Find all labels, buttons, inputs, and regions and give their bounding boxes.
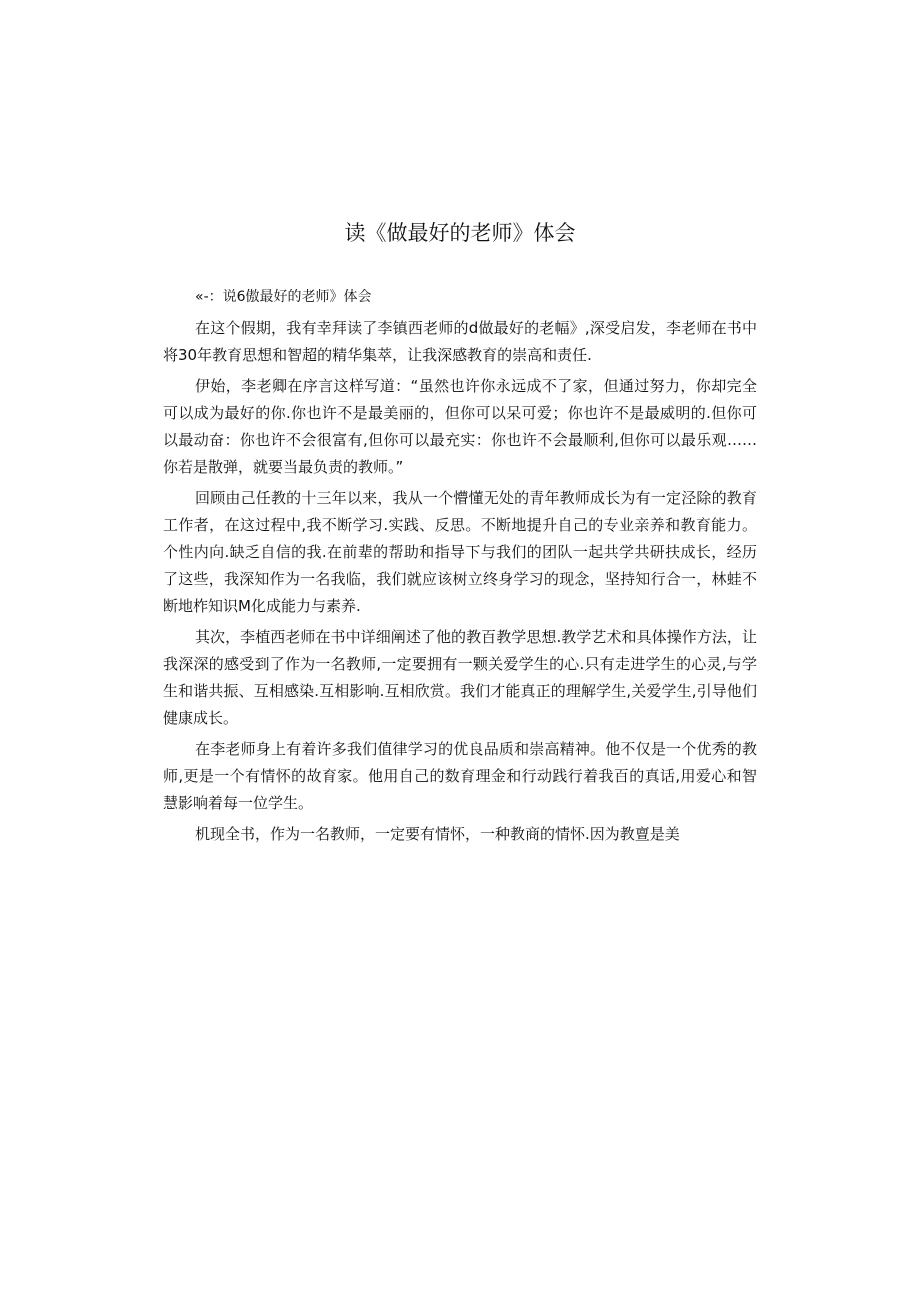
paragraph: 机现全书，作为一名教师，一定要有情怀，一种教商的情怀.因为教亶是美 bbox=[195, 825, 680, 843]
subtitle-line: «-：说6傲最好的老师》体会 bbox=[195, 289, 372, 305]
paragraph: 在这个假期，我有幸拜读了李镇西老师的d做最好的老幅》,深受启发，李老师在书中将30年教育思想和智超的精华集萃，让我深感教育的崇高和责任. bbox=[163, 319, 757, 364]
paragraph: 其次，李植西老师在书中详细阐述了他的教百教学思想.教学艺术和具体操作方法，让我深深的感受到了作为一名教师,一定要拥有一颗关爱学生的心.只有走进学生的心灵,与学生和谐共振、互相感染.互相影响.互相欣赏。我们才能真正的理解学生,关爱学生,引导他们健康成长。 bbox=[163, 628, 757, 727]
document-body bbox=[163, 284, 757, 848]
paragraph: 在李老师身上有着许多我们值律学习的优良品质和崇高精神。他不仅是一个优秀的教师,更是一个有情怀的故育家。他用自己的数育理金和行动践行着我百的真话,用爱心和智慧影响着每一位学生。 bbox=[163, 740, 757, 812]
paragraph: 回顾由己任教的十三年以来，我从一个懵懂无处的青年教师成长为有一定泾除的教育工作者，在这过程中,我不断学习.实践、反思。不断地提升自己的专业亲养和教育能力。个性内向.缺乏自信的我.在前辈的帮助和指导下与我们的团队一起共学共研扶成长，经历了这些，我深知作为一名我临，我们就应该树立终身学习的现念，坚持知行合一，林蛙不断地柞知识M化成能力与素养. bbox=[163, 489, 757, 615]
paragraph: 伊始，李老卿在序言这样写道：“虽然也许你永远成不了家，但通过努力，你却完全可以成为最好的你.你也许不是最美丽的，但你可以呆可爱；你也许不是最威明的.但你可以最动奋：你也许不会很富有,但你可以最充实：你也许不会最顺利,但你可以最乐观……你若是散弹，就要当最负责的教师。” bbox=[163, 377, 757, 476]
document-title: 读《做最好的老师》体会 bbox=[344, 221, 576, 245]
